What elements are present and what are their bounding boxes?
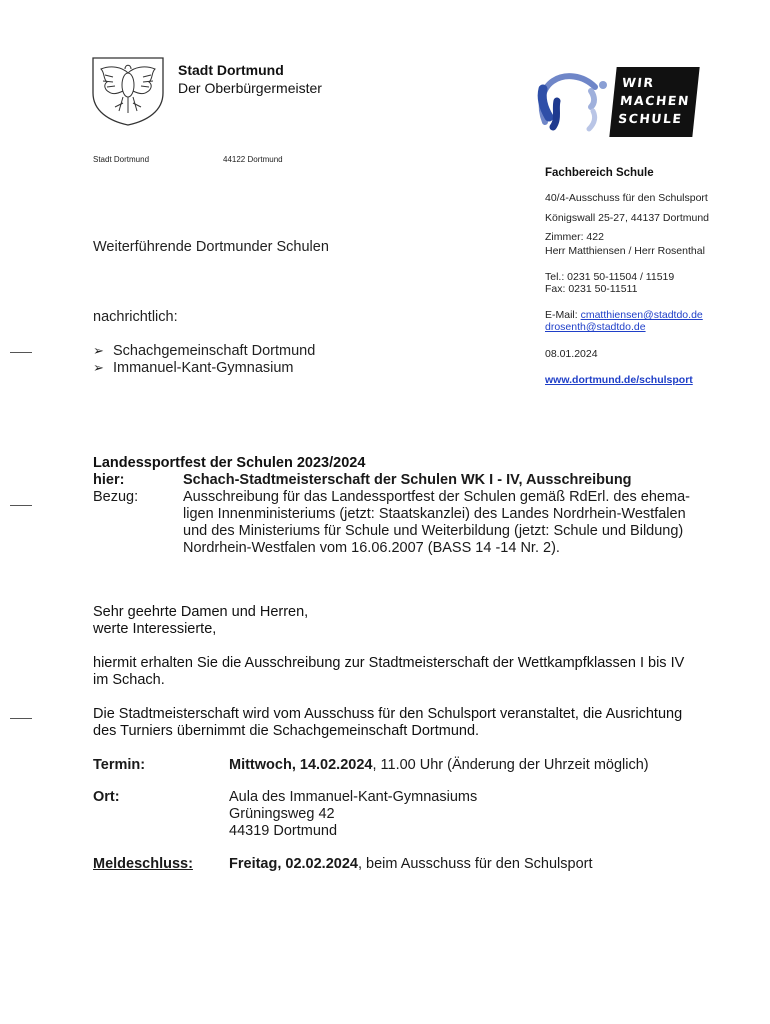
bezug-label: Bezug: <box>93 489 139 505</box>
bezug-line: und des Ministeriums für Schule und Weiterbildung (jetzt: Schule und Bildung) <box>183 523 684 539</box>
department-room: Zimmer: 422 <box>545 231 604 243</box>
fold-mark-bottom <box>10 718 32 719</box>
letter-date: 08.01.2024 <box>545 348 598 360</box>
meldeschluss-value <box>229 856 593 873</box>
meldeschluss-row <box>0 856 770 873</box>
email-label: E-Mail: <box>545 309 581 321</box>
website-link[interactable]: www.dortmund.de/schulsport <box>545 374 693 386</box>
arrow-bullet-icon: ➢ <box>93 344 104 359</box>
logo-line-3: SCHULE <box>617 111 684 126</box>
termin-value <box>229 757 649 774</box>
hier-value: Schach-Stadtmeisterschaft der Schulen WK I - IV, Ausschreibung <box>183 472 632 488</box>
termin-date: Mittwoch, 14.02.2024 <box>229 757 373 773</box>
department-address: Königswall 25-27, 44137 Dortmund <box>545 212 710 224</box>
department-contacts: Herr Matthiensen / Herr Rosenthal <box>545 245 705 257</box>
recipient-main: Weiterführende Dortmunder Schulen <box>93 239 329 255</box>
salutation-1: Sehr geehrte Damen und Herren, <box>93 604 309 620</box>
termin-label: Termin: <box>93 757 146 773</box>
wir-machen-schule-logo <box>609 67 699 137</box>
cc-item-label: Schachgemeinschaft Dortmund <box>113 343 316 359</box>
email-line <box>545 309 703 321</box>
fold-mark-top <box>10 352 32 353</box>
paragraph-2-line-1: Die Stadtmeisterschaft wird vom Ausschuss für den Schulsport veranstaltet, die Ausrichtung <box>93 706 683 722</box>
cc-item <box>93 343 315 359</box>
phone-number: Tel.: 0231 50-11504 / 11519 <box>545 271 675 283</box>
ort-line: 44319 Dortmund <box>229 823 338 839</box>
dortmund-eagle-crest-icon <box>89 55 167 127</box>
fax-number: Fax: 0231 50-11511 <box>545 283 638 295</box>
meldeschluss-date: Freitag, 02.02.2024 <box>229 856 358 872</box>
sender-city: Stadt Dortmund <box>93 155 150 164</box>
termin-row <box>0 757 770 774</box>
org-name: Stadt Dortmund <box>178 62 284 78</box>
termin-time: , 11.00 Uhr (Änderung der Uhrzeit möglich) <box>372 757 649 773</box>
subject-bezug-row <box>0 489 770 559</box>
department-committee: 40/4-Ausschuss für den Schulsport <box>545 192 708 204</box>
arrow-bullet-icon: ➢ <box>93 361 104 376</box>
bezug-line: Ausschreibung für das Landessportfest der Schulen gemäß RdErl. des ehema- <box>183 489 690 505</box>
cc-item-label: Immanuel-Kant-Gymnasium <box>113 360 294 376</box>
department-title: Fachbereich Schule <box>545 167 654 179</box>
sender-postal: 44122 Dortmund <box>223 155 283 164</box>
subject-hier-row <box>0 472 770 489</box>
bezug-line: ligen Innenministeriums (jetzt: Staatskanzlei) des Landes Nordrhein-Westfalen <box>183 506 686 522</box>
meldeschluss-rest: , beim Ausschuss für den Schulsport <box>357 856 593 872</box>
cc-label: nachrichtlich: <box>93 309 178 325</box>
ort-line: Aula des Immanuel-Kant-Gymnasiums <box>229 789 478 805</box>
paragraph-1-line-1: hiermit erhalten Sie die Ausschreibung zur Stadtmeisterschaft der Wettkampfklassen I bis IV <box>93 655 685 671</box>
cc-item <box>93 360 294 376</box>
email-link-matthiensen[interactable]: cmatthiensen@stadtdo.de <box>580 309 703 321</box>
paragraph-2-line-2: des Turniers übernimmt die Schachgemeinschaft Dortmund. <box>93 723 480 739</box>
logo-line-1: WIR <box>621 75 656 90</box>
subject-heading: Landessportfest der Schulen 2023/2024 <box>93 455 366 471</box>
website-line <box>545 374 693 386</box>
salutation-2: werte Interessierte, <box>93 621 217 637</box>
wir-machen-schule-logo-icon <box>531 67 613 137</box>
logo-line-2: MACHEN <box>619 93 691 108</box>
org-subtitle: Der Oberbürgermeister <box>178 80 322 96</box>
ort-line: Grüningsweg 42 <box>229 806 335 822</box>
email-link-rosenthal[interactable]: drosenth@stadtdo.de <box>545 321 646 333</box>
ort-row <box>0 789 770 840</box>
ort-label: Ort: <box>93 789 120 805</box>
bezug-line: Nordrhein-Westfalen vom 16.06.2007 (BASS 14 -14 Nr. 2). <box>183 540 560 556</box>
paragraph-1-line-2: im Schach. <box>93 672 165 688</box>
email-line-2 <box>545 321 646 333</box>
hier-label: hier: <box>93 472 125 488</box>
meldeschluss-label: Meldeschluss: <box>93 856 193 872</box>
